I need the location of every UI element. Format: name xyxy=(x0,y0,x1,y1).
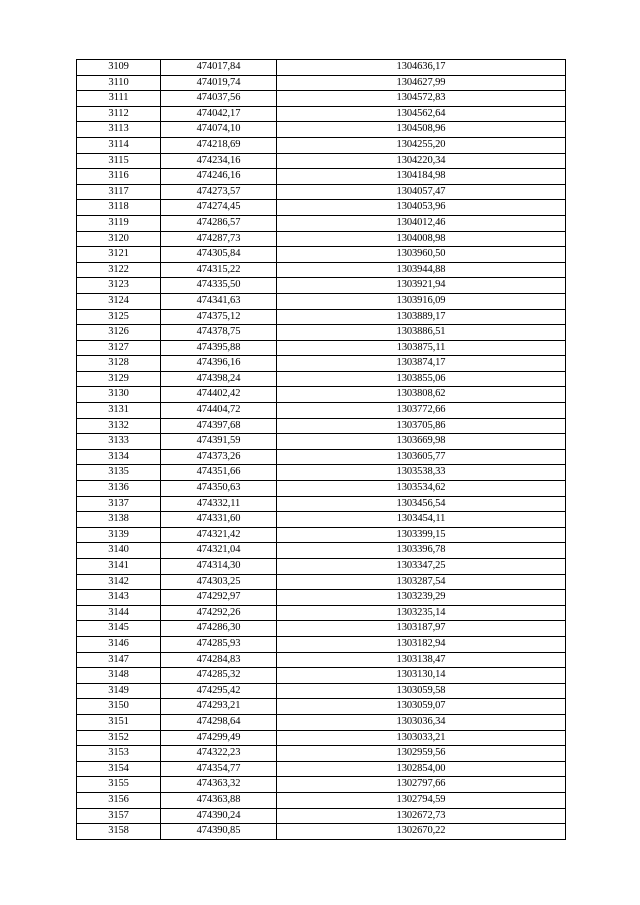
y-coordinate-cell: 1303033,21 xyxy=(277,730,566,746)
y-coordinate-cell: 1303239,29 xyxy=(277,590,566,606)
y-coordinate-cell: 1304627,99 xyxy=(277,75,566,91)
x-coordinate-cell: 474305,84 xyxy=(161,247,277,263)
table-row xyxy=(77,512,566,528)
point-number-cell: 3143 xyxy=(77,590,161,606)
y-coordinate-cell: 1304636,17 xyxy=(277,60,566,76)
y-coordinate-cell: 1304220,34 xyxy=(277,153,566,169)
point-number-cell: 3133 xyxy=(77,434,161,450)
y-coordinate-cell: 1302854,00 xyxy=(277,761,566,777)
point-number-cell: 3112 xyxy=(77,106,161,122)
point-number-cell: 3149 xyxy=(77,683,161,699)
point-number-cell: 3116 xyxy=(77,169,161,185)
y-coordinate-cell: 1304057,47 xyxy=(277,184,566,200)
point-number-cell: 3157 xyxy=(77,808,161,824)
table-row xyxy=(77,559,566,575)
table-row xyxy=(77,278,566,294)
x-coordinate-cell: 474390,24 xyxy=(161,808,277,824)
table-row xyxy=(77,792,566,808)
point-number-cell: 3132 xyxy=(77,418,161,434)
point-number-cell: 3152 xyxy=(77,730,161,746)
y-coordinate-cell: 1303916,09 xyxy=(277,293,566,309)
x-coordinate-cell: 474287,73 xyxy=(161,231,277,247)
x-coordinate-cell: 474402,42 xyxy=(161,387,277,403)
point-number-cell: 3153 xyxy=(77,746,161,762)
point-number-cell: 3156 xyxy=(77,792,161,808)
x-coordinate-cell: 474234,16 xyxy=(161,153,277,169)
table-row xyxy=(77,309,566,325)
x-coordinate-cell: 474363,88 xyxy=(161,792,277,808)
y-coordinate-cell: 1303960,50 xyxy=(277,247,566,263)
table-row xyxy=(77,699,566,715)
x-coordinate-cell: 474321,42 xyxy=(161,527,277,543)
y-coordinate-cell: 1303399,15 xyxy=(277,527,566,543)
table-row xyxy=(77,543,566,559)
y-coordinate-cell: 1303808,62 xyxy=(277,387,566,403)
x-coordinate-cell: 474273,57 xyxy=(161,184,277,200)
table-row xyxy=(77,106,566,122)
point-number-cell: 3158 xyxy=(77,824,161,840)
x-coordinate-cell: 474218,69 xyxy=(161,137,277,153)
x-coordinate-cell: 474331,60 xyxy=(161,512,277,528)
point-number-cell: 3141 xyxy=(77,559,161,575)
point-number-cell: 3111 xyxy=(77,91,161,107)
x-coordinate-cell: 474019,74 xyxy=(161,75,277,91)
table-row xyxy=(77,481,566,497)
point-number-cell: 3121 xyxy=(77,247,161,263)
table-row xyxy=(77,777,566,793)
y-coordinate-cell: 1304012,46 xyxy=(277,215,566,231)
table-row xyxy=(77,465,566,481)
point-number-cell: 3130 xyxy=(77,387,161,403)
table-row xyxy=(77,418,566,434)
point-number-cell: 3109 xyxy=(77,60,161,76)
point-number-cell: 3117 xyxy=(77,184,161,200)
coordinates-table-body xyxy=(77,60,566,840)
table-row xyxy=(77,590,566,606)
table-row xyxy=(77,574,566,590)
y-coordinate-cell: 1303287,54 xyxy=(277,574,566,590)
x-coordinate-cell: 474315,22 xyxy=(161,262,277,278)
x-coordinate-cell: 474314,30 xyxy=(161,559,277,575)
table-row xyxy=(77,403,566,419)
table-row xyxy=(77,527,566,543)
point-number-cell: 3118 xyxy=(77,200,161,216)
x-coordinate-cell: 474332,11 xyxy=(161,496,277,512)
coordinates-table xyxy=(76,59,566,840)
table-row xyxy=(77,60,566,76)
y-coordinate-cell: 1303875,11 xyxy=(277,340,566,356)
table-row xyxy=(77,91,566,107)
point-number-cell: 3145 xyxy=(77,621,161,637)
table-row xyxy=(77,652,566,668)
x-coordinate-cell: 474246,16 xyxy=(161,169,277,185)
table-row xyxy=(77,824,566,840)
y-coordinate-cell: 1303605,77 xyxy=(277,449,566,465)
point-number-cell: 3129 xyxy=(77,371,161,387)
x-coordinate-cell: 474292,97 xyxy=(161,590,277,606)
y-coordinate-cell: 1303036,34 xyxy=(277,714,566,730)
x-coordinate-cell: 474303,25 xyxy=(161,574,277,590)
x-coordinate-cell: 474286,30 xyxy=(161,621,277,637)
table-row xyxy=(77,761,566,777)
point-number-cell: 3138 xyxy=(77,512,161,528)
y-coordinate-cell: 1302959,56 xyxy=(277,746,566,762)
point-number-cell: 3144 xyxy=(77,605,161,621)
point-number-cell: 3123 xyxy=(77,278,161,294)
point-number-cell: 3134 xyxy=(77,449,161,465)
x-coordinate-cell: 474351,66 xyxy=(161,465,277,481)
point-number-cell: 3124 xyxy=(77,293,161,309)
point-number-cell: 3120 xyxy=(77,231,161,247)
table-row xyxy=(77,293,566,309)
table-row xyxy=(77,169,566,185)
x-coordinate-cell: 474354,77 xyxy=(161,761,277,777)
table-row xyxy=(77,75,566,91)
y-coordinate-cell: 1303454,11 xyxy=(277,512,566,528)
point-number-cell: 3119 xyxy=(77,215,161,231)
x-coordinate-cell: 474292,26 xyxy=(161,605,277,621)
table-row xyxy=(77,122,566,138)
x-coordinate-cell: 474274,45 xyxy=(161,200,277,216)
y-coordinate-cell: 1303130,14 xyxy=(277,668,566,684)
y-coordinate-cell: 1302794,59 xyxy=(277,792,566,808)
point-number-cell: 3127 xyxy=(77,340,161,356)
point-number-cell: 3151 xyxy=(77,714,161,730)
table-row xyxy=(77,325,566,341)
y-coordinate-cell: 1302797,66 xyxy=(277,777,566,793)
point-number-cell: 3137 xyxy=(77,496,161,512)
point-number-cell: 3125 xyxy=(77,309,161,325)
point-number-cell: 3131 xyxy=(77,403,161,419)
x-coordinate-cell: 474397,68 xyxy=(161,418,277,434)
point-number-cell: 3148 xyxy=(77,668,161,684)
y-coordinate-cell: 1303182,94 xyxy=(277,636,566,652)
y-coordinate-cell: 1303138,47 xyxy=(277,652,566,668)
x-coordinate-cell: 474285,32 xyxy=(161,668,277,684)
point-number-cell: 3135 xyxy=(77,465,161,481)
table-row xyxy=(77,184,566,200)
point-number-cell: 3136 xyxy=(77,481,161,497)
x-coordinate-cell: 474391,59 xyxy=(161,434,277,450)
table-row xyxy=(77,434,566,450)
y-coordinate-cell: 1303855,06 xyxy=(277,371,566,387)
table-row xyxy=(77,340,566,356)
x-coordinate-cell: 474395,88 xyxy=(161,340,277,356)
y-coordinate-cell: 1304562,64 xyxy=(277,106,566,122)
point-number-cell: 3139 xyxy=(77,527,161,543)
y-coordinate-cell: 1303669,98 xyxy=(277,434,566,450)
x-coordinate-cell: 474285,93 xyxy=(161,636,277,652)
table-row xyxy=(77,636,566,652)
table-row xyxy=(77,153,566,169)
point-number-cell: 3115 xyxy=(77,153,161,169)
x-coordinate-cell: 474299,49 xyxy=(161,730,277,746)
x-coordinate-cell: 474321,04 xyxy=(161,543,277,559)
x-coordinate-cell: 474298,64 xyxy=(161,714,277,730)
point-number-cell: 3113 xyxy=(77,122,161,138)
x-coordinate-cell: 474390,85 xyxy=(161,824,277,840)
point-number-cell: 3147 xyxy=(77,652,161,668)
y-coordinate-cell: 1303889,17 xyxy=(277,309,566,325)
y-coordinate-cell: 1303772,66 xyxy=(277,403,566,419)
y-coordinate-cell: 1303921,94 xyxy=(277,278,566,294)
x-coordinate-cell: 474363,32 xyxy=(161,777,277,793)
y-coordinate-cell: 1303538,33 xyxy=(277,465,566,481)
x-coordinate-cell: 474037,56 xyxy=(161,91,277,107)
x-coordinate-cell: 474398,24 xyxy=(161,371,277,387)
table-row xyxy=(77,714,566,730)
point-number-cell: 3126 xyxy=(77,325,161,341)
x-coordinate-cell: 474295,42 xyxy=(161,683,277,699)
point-number-cell: 3114 xyxy=(77,137,161,153)
table-row xyxy=(77,730,566,746)
y-coordinate-cell: 1302670,22 xyxy=(277,824,566,840)
x-coordinate-cell: 474286,57 xyxy=(161,215,277,231)
point-number-cell: 3146 xyxy=(77,636,161,652)
x-coordinate-cell: 474017,84 xyxy=(161,60,277,76)
x-coordinate-cell: 474404,72 xyxy=(161,403,277,419)
table-row xyxy=(77,808,566,824)
x-coordinate-cell: 474074,10 xyxy=(161,122,277,138)
x-coordinate-cell: 474335,50 xyxy=(161,278,277,294)
point-number-cell: 3142 xyxy=(77,574,161,590)
table-row xyxy=(77,449,566,465)
x-coordinate-cell: 474322,23 xyxy=(161,746,277,762)
table-row xyxy=(77,387,566,403)
table-row xyxy=(77,371,566,387)
point-number-cell: 3155 xyxy=(77,777,161,793)
table-row xyxy=(77,496,566,512)
y-coordinate-cell: 1304053,96 xyxy=(277,200,566,216)
y-coordinate-cell: 1303456,54 xyxy=(277,496,566,512)
y-coordinate-cell: 1303059,58 xyxy=(277,683,566,699)
table-row xyxy=(77,231,566,247)
point-number-cell: 3110 xyxy=(77,75,161,91)
point-number-cell: 3140 xyxy=(77,543,161,559)
table-row xyxy=(77,621,566,637)
x-coordinate-cell: 474375,12 xyxy=(161,309,277,325)
point-number-cell: 3154 xyxy=(77,761,161,777)
y-coordinate-cell: 1303235,14 xyxy=(277,605,566,621)
table-row xyxy=(77,137,566,153)
y-coordinate-cell: 1303886,51 xyxy=(277,325,566,341)
y-coordinate-cell: 1303944,88 xyxy=(277,262,566,278)
table-row xyxy=(77,356,566,372)
x-coordinate-cell: 474396,16 xyxy=(161,356,277,372)
point-number-cell: 3128 xyxy=(77,356,161,372)
y-coordinate-cell: 1303187,97 xyxy=(277,621,566,637)
y-coordinate-cell: 1303534,62 xyxy=(277,481,566,497)
y-coordinate-cell: 1303705,86 xyxy=(277,418,566,434)
x-coordinate-cell: 474042,17 xyxy=(161,106,277,122)
y-coordinate-cell: 1304508,96 xyxy=(277,122,566,138)
y-coordinate-cell: 1303396,78 xyxy=(277,543,566,559)
x-coordinate-cell: 474293,21 xyxy=(161,699,277,715)
table-row xyxy=(77,247,566,263)
table-row xyxy=(77,683,566,699)
x-coordinate-cell: 474341,63 xyxy=(161,293,277,309)
y-coordinate-cell: 1303347,25 xyxy=(277,559,566,575)
x-coordinate-cell: 474284,83 xyxy=(161,652,277,668)
table-row xyxy=(77,746,566,762)
table-row xyxy=(77,215,566,231)
y-coordinate-cell: 1303059,07 xyxy=(277,699,566,715)
point-number-cell: 3150 xyxy=(77,699,161,715)
table-row xyxy=(77,262,566,278)
y-coordinate-cell: 1304255,20 xyxy=(277,137,566,153)
y-coordinate-cell: 1304572,83 xyxy=(277,91,566,107)
point-number-cell: 3122 xyxy=(77,262,161,278)
y-coordinate-cell: 1302672,73 xyxy=(277,808,566,824)
table-row xyxy=(77,200,566,216)
x-coordinate-cell: 474350,63 xyxy=(161,481,277,497)
table-row xyxy=(77,668,566,684)
table-row xyxy=(77,605,566,621)
y-coordinate-cell: 1304008,98 xyxy=(277,231,566,247)
x-coordinate-cell: 474373,26 xyxy=(161,449,277,465)
x-coordinate-cell: 474378,75 xyxy=(161,325,277,341)
y-coordinate-cell: 1304184,98 xyxy=(277,169,566,185)
y-coordinate-cell: 1303874,17 xyxy=(277,356,566,372)
